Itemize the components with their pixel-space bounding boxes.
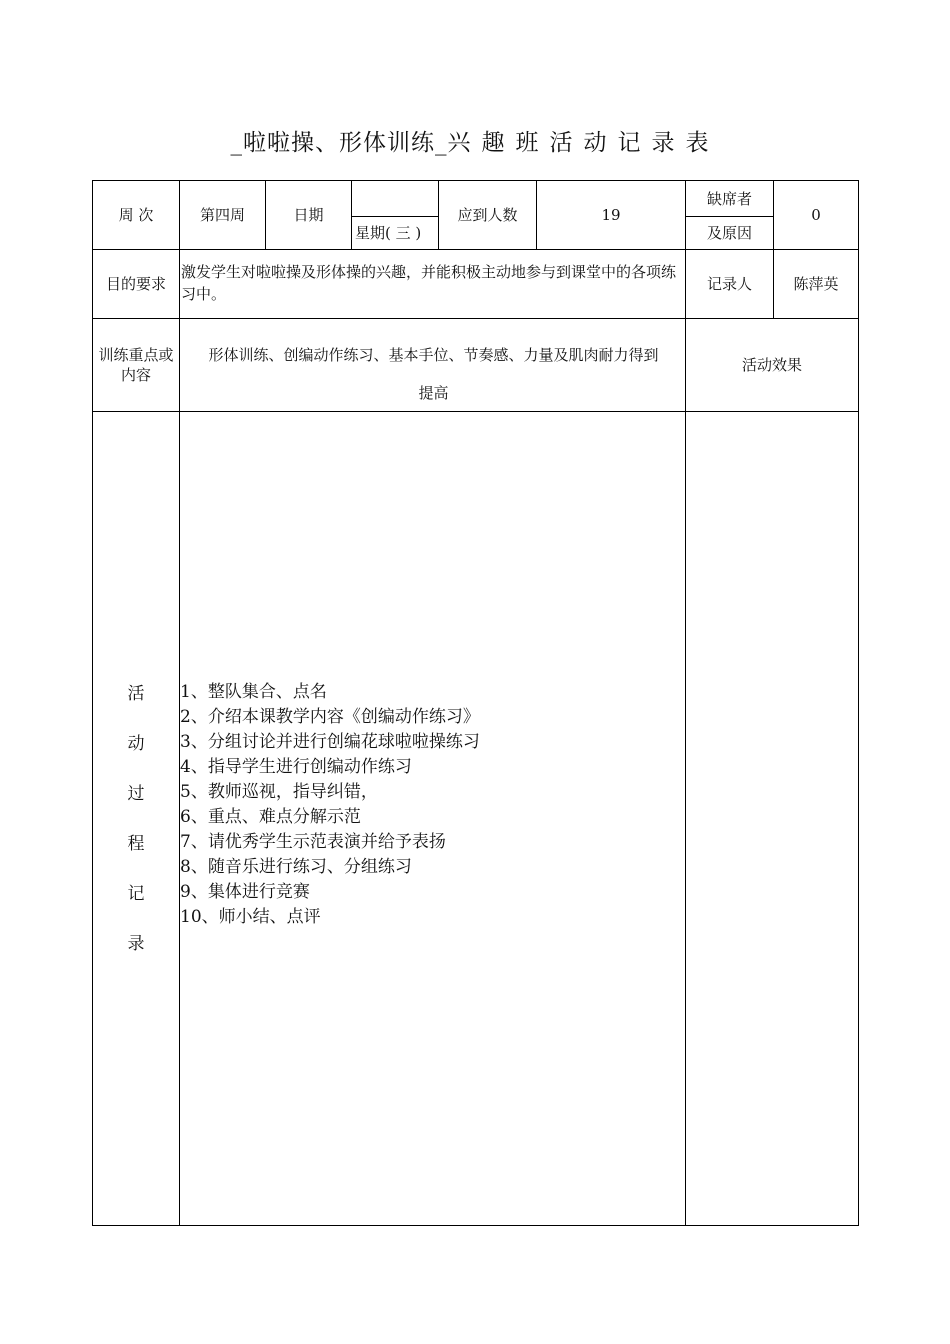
title-suffix: 兴趣班活动记录表: [447, 130, 720, 156]
purpose-text: 激发学生对啦啦操及形体操的兴趣，并能积极主动地参与到课堂中的各项练习中。: [181, 263, 677, 303]
date-value: [352, 181, 438, 216]
week-label: 周 次: [118, 206, 154, 224]
purpose-label: 目的要求: [105, 275, 166, 293]
process-step: 1、整队集合、点名: [180, 682, 327, 702]
process-step: 4、指导学生进行创编动作练习: [180, 757, 412, 777]
process-label-char: 程: [127, 834, 145, 854]
process-label-char: 动: [127, 734, 145, 754]
recorder-label: 记录人: [706, 275, 752, 293]
focus-label: 训练重点或内容: [98, 346, 174, 384]
absent-label-2: 及原因: [706, 224, 752, 242]
title-prefix: _啦啦操、形体训练_: [230, 130, 448, 156]
absent-value: 0: [811, 206, 821, 224]
expected-value: 19: [601, 206, 621, 224]
process-step: 7、请优秀学生示范表演并给予表扬: [180, 832, 446, 852]
focus-text-line1: 形体训练、创编动作练习、基本手位、节奏感、力量及肌肉耐力得到: [208, 346, 659, 364]
process-step: 8、随音乐进行练习、分组练习: [180, 857, 412, 877]
absent-label-1: 缺席者: [706, 189, 752, 208]
process-label-char: 记: [127, 884, 145, 904]
weekday: 星期( 三 ): [355, 224, 422, 242]
expected-label: 应到人数: [457, 206, 518, 224]
process-step: 3、分组讨论并进行创编花球啦啦操练习: [180, 732, 480, 752]
process-label-char: 录: [127, 934, 145, 954]
process-label-char: 活: [127, 684, 145, 704]
process-step: 6、重点、难点分解示范: [180, 807, 361, 827]
focus-text: [181, 336, 686, 412]
process-step: 5、教师巡视，指导纠错，: [180, 782, 378, 802]
date-label: 日期: [293, 206, 324, 224]
effect-label: 活动效果: [741, 356, 802, 374]
process-label: [93, 680, 179, 980]
week-value: 第四周: [199, 206, 245, 224]
process-step: 2、介绍本课教学内容《创编动作练习》: [180, 707, 480, 727]
process-steps: [180, 680, 680, 930]
effect-value: [686, 412, 858, 1225]
focus-text-line2: 提高: [418, 384, 449, 402]
process-step: 10、师小结、点评: [180, 907, 321, 927]
recorder-value: 陈萍英: [793, 275, 839, 293]
process-label-char: 过: [127, 784, 145, 804]
page-title: [0, 124, 950, 157]
process-step: 9、集体进行竞赛: [180, 882, 310, 902]
